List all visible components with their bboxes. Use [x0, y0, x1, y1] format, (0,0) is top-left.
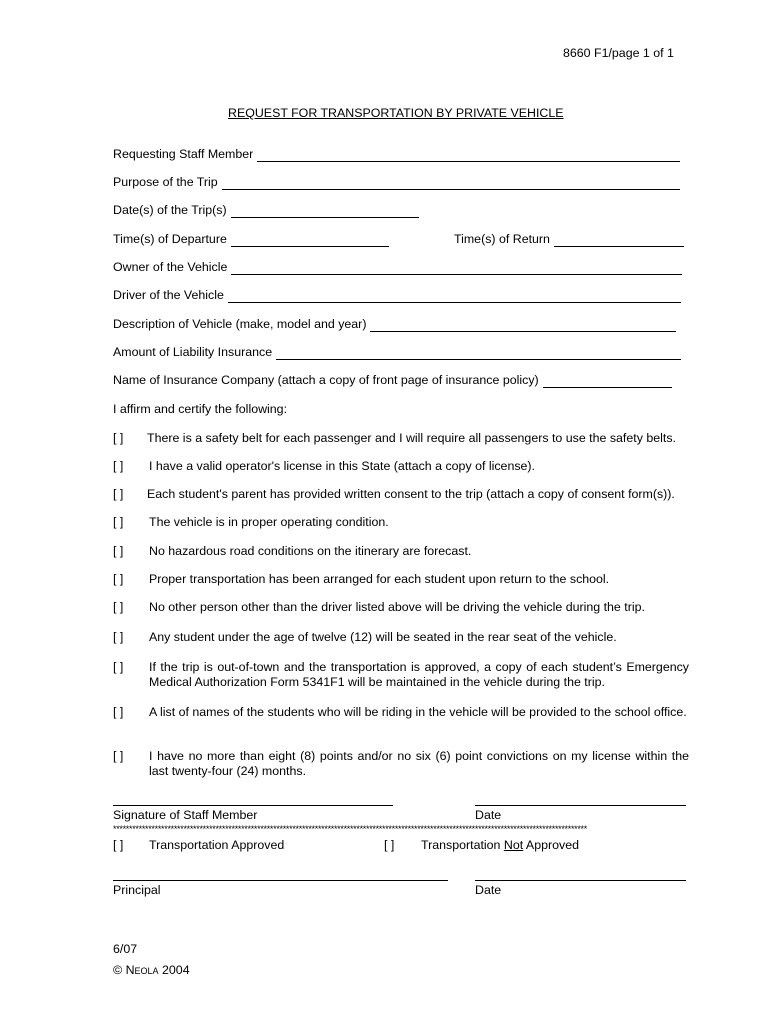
vehicle-description-line[interactable]	[370, 319, 676, 332]
not-approved-suffix: Approved	[523, 838, 579, 852]
asterisk-separator: ****************************************************************************************************************************************************	[113, 825, 587, 834]
trip-dates-line[interactable]	[231, 205, 419, 218]
owner-label: Owner of the Vehicle	[113, 260, 228, 274]
checkbox-4[interactable]: [ ]	[113, 515, 124, 529]
certification-8: Any student under the age of twelve (12) will be seated in the rear seat of the vehicle.	[149, 630, 617, 644]
purpose-label: Purpose of the Trip	[113, 175, 218, 189]
certification-4: The vehicle is in proper operating condition.	[149, 515, 389, 529]
owner-line[interactable]	[231, 262, 682, 275]
return-label: Time(s) of Return	[454, 232, 550, 246]
certification-7: No other person other than the driver listed above will be driving the vehicle during the trip.	[149, 600, 645, 614]
principal-signature-line[interactable]	[113, 880, 448, 881]
approved-label: Transportation Approved	[149, 838, 285, 852]
certification-6: Proper transportation has been arranged for each student upon return to the school.	[149, 572, 610, 586]
insurance-company-field[interactable]	[113, 372, 672, 388]
checkbox-8[interactable]: [ ]	[113, 630, 124, 644]
affirm-heading: I affirm and certify the following:	[113, 402, 288, 416]
driver-line[interactable]	[228, 290, 681, 303]
trip-dates-field[interactable]	[113, 202, 419, 218]
not-approved-label	[421, 838, 579, 853]
purpose-line[interactable]	[222, 177, 680, 190]
requesting-staff-line[interactable]	[257, 149, 680, 162]
copyright	[113, 963, 190, 978]
checkbox-11[interactable]: [ ]	[113, 749, 124, 763]
not-approved-checkbox[interactable]: [ ]	[384, 838, 395, 852]
certification-10: A list of names of the students who will be riding in the vehicle will be provided to the school office.	[149, 705, 687, 719]
driver-label: Driver of the Vehicle	[113, 288, 224, 302]
requesting-staff-field[interactable]	[113, 146, 680, 162]
not-approved-prefix: Transportation	[421, 838, 504, 852]
owner-field[interactable]	[113, 259, 682, 275]
certification-5: No hazardous road conditions on the itinerary are forecast.	[149, 544, 472, 558]
vehicle-description-label: Description of Vehicle (make, model and year)	[113, 317, 367, 331]
checkbox-5[interactable]: [ ]	[113, 544, 124, 558]
form-reference: 8660 F1/page 1 of 1	[563, 46, 674, 60]
certification-2: I have a valid operator's license in this State (attach a copy of license).	[149, 459, 535, 473]
approved-checkbox[interactable]: [ ]	[113, 838, 124, 852]
vehicle-description-field[interactable]	[113, 316, 676, 332]
copyright-symbol: ©	[113, 963, 123, 977]
checkbox-2[interactable]: [ ]	[113, 459, 124, 473]
checkbox-7[interactable]: [ ]	[113, 600, 124, 614]
principal-date-label: Date	[475, 883, 502, 897]
checkbox-10[interactable]: [ ]	[113, 705, 124, 719]
revision-date: 6/07	[113, 942, 138, 956]
checkbox-9[interactable]: [ ]	[113, 660, 124, 674]
staff-date-label: Date	[475, 808, 502, 822]
staff-signature-label: Signature of Staff Member	[113, 808, 258, 822]
certification-11: I have no more than eight (8) points and/or no six (6) point convictions on my license within the last twenty-four (24) months.	[149, 749, 689, 778]
principal-label: Principal	[113, 883, 161, 897]
certification-1: There is a safety belt for each passenger and I will require all passengers to use the safety belts.	[147, 431, 676, 445]
principal-date-line[interactable]	[475, 880, 686, 881]
staff-date-line[interactable]	[475, 805, 686, 806]
certification-9: If the trip is out-of-town and the transportation is approved, a copy of each student’s Emergency Medical Authorization Form 5341F1 will be maintained in the vehicle during the trip.	[149, 660, 689, 689]
departure-field[interactable]	[113, 231, 389, 247]
departure-label: Time(s) of Departure	[113, 232, 227, 246]
certification-3: Each student's parent has provided written consent to the trip (attach a copy of consent form(s)).	[147, 487, 675, 501]
insurance-company-label: Name of Insurance Company (attach a copy of front page of insurance policy)	[113, 373, 539, 387]
checkbox-6[interactable]: [ ]	[113, 572, 124, 586]
return-line[interactable]	[554, 234, 684, 247]
checkbox-1[interactable]: [ ]	[113, 431, 124, 445]
staff-signature-line[interactable]	[113, 805, 393, 806]
trip-dates-label: Date(s) of the Trip(s)	[113, 203, 227, 217]
driver-field[interactable]	[113, 287, 681, 303]
checkbox-3[interactable]: [ ]	[113, 487, 124, 501]
not-emphasis: Not	[503, 838, 524, 852]
requesting-staff-label: Requesting Staff Member	[113, 147, 254, 161]
liability-line[interactable]	[276, 347, 681, 360]
liability-label: Amount of Liability Insurance	[113, 345, 273, 359]
departure-line[interactable]	[231, 234, 389, 247]
publisher-name: Neola	[125, 963, 159, 977]
return-field[interactable]	[454, 231, 684, 247]
insurance-company-line[interactable]	[543, 375, 672, 388]
purpose-field[interactable]	[113, 174, 680, 190]
form-title: REQUEST FOR TRANSPORTATION BY PRIVATE VEHICLE	[228, 106, 564, 120]
copyright-year: 2004	[162, 963, 190, 977]
liability-field[interactable]	[113, 344, 681, 360]
